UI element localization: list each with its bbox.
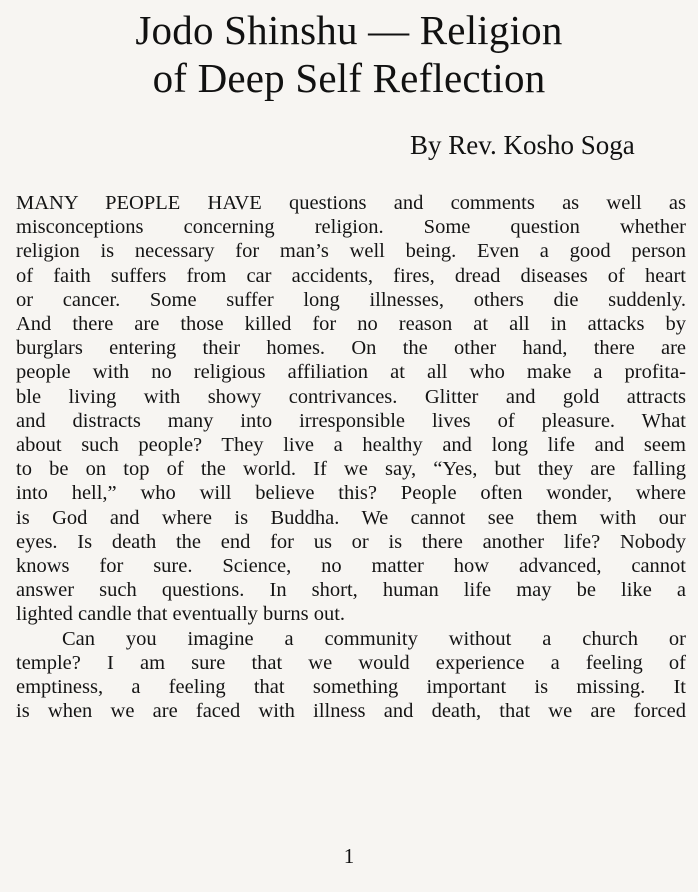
paragraph-line: about such people? They live a healthy and long life and seem — [16, 434, 686, 457]
paragraph-line: people with no religious affiliation at all who make a profita- — [16, 361, 686, 384]
page-number: 1 — [343, 844, 355, 868]
paragraph-line: misconceptions concerning religion. Some question whether — [16, 216, 686, 239]
paragraph-line: burglars entering their homes. On the other hand, there are — [16, 337, 686, 360]
article-title — [0, 6, 698, 102]
paragraph-line: lighted candle that eventually burns out. — [16, 603, 346, 626]
paragraph-line: ble living with showy contrivances. Glitter and gold attracts — [16, 385, 686, 408]
paragraph-line: is God and where is Buddha. We cannot see them with our — [16, 506, 686, 529]
paragraph-line: of faith suffers from car accidents, fires, dread diseases of heart — [16, 264, 686, 287]
paragraph-1 — [16, 191, 686, 627]
paragraph-line: is when we are faced with illness and death, that we are forced — [16, 700, 686, 723]
paragraph-line: answer such questions. In short, human life may be like a — [16, 579, 686, 602]
paragraph-line: or cancer. Some suffer long illnesses, others die suddenly. — [16, 288, 686, 311]
author-byline: By Rev. Kosho Soga — [410, 130, 635, 160]
paragraph-line: and distracts many into irresponsible lives of pleasure. What — [16, 409, 686, 432]
title-line-1: Jodo Shinshu — Religion — [135, 7, 563, 53]
paragraph-line: Can you imagine a community without a church or — [62, 627, 686, 650]
article-body — [16, 191, 686, 723]
title-line-2: of Deep Self Reflection — [152, 55, 546, 101]
paragraph-line: emptiness, a feeling that something important is missing. It — [16, 676, 686, 699]
paragraph-line: to be on top of the world. If we say, “Yes, but they are falling — [16, 458, 686, 481]
paragraph-2 — [16, 627, 686, 724]
paragraph-line: And there are those killed for no reason at all in attacks by — [16, 313, 686, 336]
paragraph-line: temple? I am sure that we would experience a feeling of — [16, 651, 686, 674]
paragraph-line: eyes. Is death the end for us or is there another life? Nobody — [16, 530, 686, 553]
paragraph-line: MANY PEOPLE HAVE questions and comments as well as — [16, 192, 686, 214]
paragraph-line: knows for sure. Science, no matter how advanced, cannot — [16, 555, 686, 578]
paragraph-line: into hell,” who will believe this? People often wonder, where — [16, 482, 686, 505]
paragraph-line: religion is necessary for man’s well being. Even a good person — [16, 240, 686, 263]
